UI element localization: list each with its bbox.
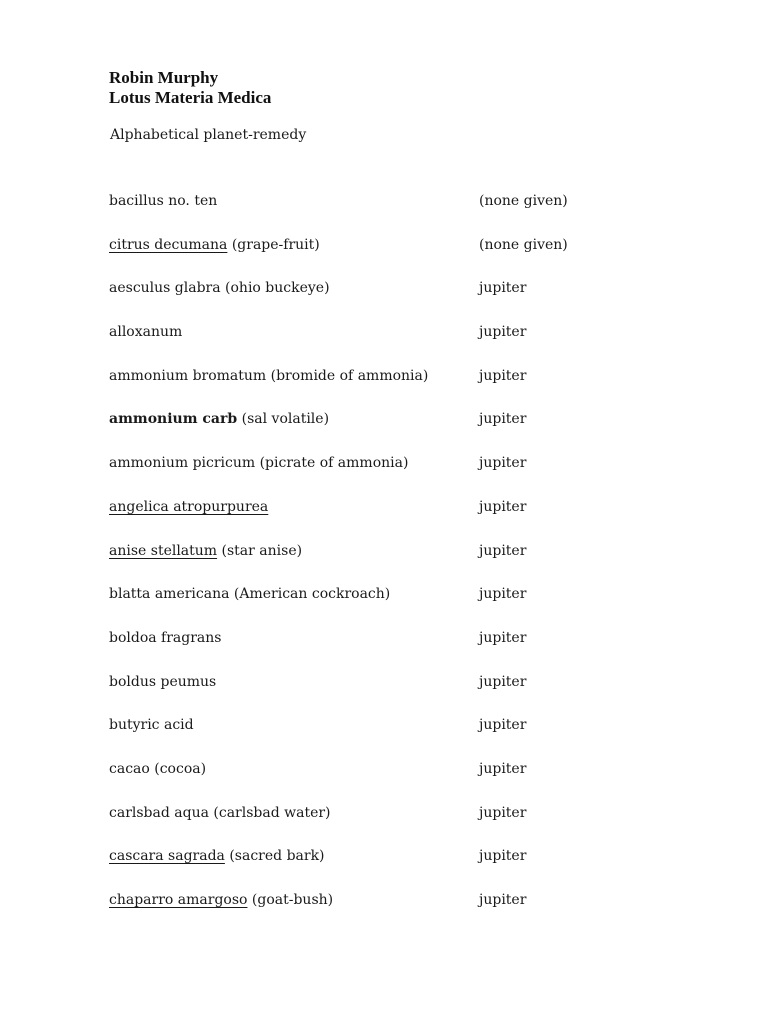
remedy-cell — [109, 324, 182, 340]
list-item — [109, 237, 709, 281]
remedy-name: boldoa fragrans — [109, 629, 222, 646]
planet-cell: jupiter — [479, 542, 527, 559]
remedy-name: cacao (cocoa) — [109, 760, 207, 777]
book-title: Lotus Materia Medica — [109, 88, 272, 107]
remedy-cell — [109, 193, 217, 209]
remedy-common-name: (star anise) — [217, 542, 303, 559]
remedy-cell — [109, 411, 329, 427]
remedy-cell — [109, 805, 331, 821]
planet-cell: jupiter — [479, 411, 527, 428]
remedy-cell — [109, 455, 408, 471]
remedy-common-name: (grape-fruit) — [227, 236, 320, 253]
list-item — [109, 761, 709, 805]
remedy-cell — [109, 674, 216, 690]
planet-cell: jupiter — [479, 324, 527, 341]
remedy-cell — [109, 717, 194, 733]
list-item — [109, 324, 709, 368]
remedy-name: ammonium picricum (picrate of ammonia) — [109, 455, 409, 472]
list-item — [109, 543, 709, 587]
author-name: Robin Murphy — [109, 68, 219, 87]
remedy-cell — [109, 630, 221, 646]
planet-cell: (none given) — [479, 193, 568, 209]
list-item — [109, 674, 709, 718]
remedy-cell — [109, 543, 302, 559]
remedy-name: blatta americana (American cockroach) — [109, 586, 391, 603]
remedy-cell — [109, 368, 428, 384]
list-item — [109, 892, 709, 936]
remedy-cell — [109, 761, 206, 777]
list-item — [109, 499, 709, 543]
planet-cell: jupiter — [479, 804, 527, 821]
remedy-cell — [109, 280, 330, 296]
remedy-name: butyric acid — [109, 717, 194, 734]
planet-cell: jupiter — [479, 498, 527, 515]
planet-cell: jupiter — [479, 673, 527, 690]
planet-cell: (none given) — [479, 236, 568, 253]
list-item — [109, 848, 709, 892]
remedy-name: carlsbad aqua (carlsbad water) — [109, 804, 331, 821]
remedy-cell — [109, 848, 325, 864]
list-item — [109, 586, 709, 630]
list-item — [109, 280, 709, 324]
remedy-cell — [109, 499, 268, 515]
remedy-name: aesculus glabra (ohio buckeye) — [109, 280, 330, 297]
remedy-planet-list — [109, 193, 709, 936]
remedy-name: citrus decumana — [109, 236, 228, 253]
planet-cell: jupiter — [479, 848, 527, 865]
remedy-name: bacillus no. ten — [109, 193, 218, 209]
list-item — [109, 805, 709, 849]
remedy-common-name: (sacred bark) — [224, 848, 325, 865]
remedy-cell — [109, 892, 333, 908]
document-subtitle: Alphabetical planet-remedy — [110, 127, 307, 143]
remedy-common-name: (sal volatile) — [237, 411, 330, 428]
planet-cell: jupiter — [479, 367, 527, 384]
list-item — [109, 717, 709, 761]
remedy-name: anise stellatum — [109, 542, 218, 559]
planet-cell: jupiter — [479, 280, 527, 297]
remedy-name: ammonium bromatum (bromide of ammonia) — [109, 367, 429, 384]
remedy-name: angelica atropurpurea — [109, 498, 269, 515]
remedy-name: boldus peumus — [109, 673, 217, 690]
list-item — [109, 411, 709, 455]
remedy-name: chaparro amargoso — [109, 892, 248, 908]
document-header — [109, 68, 271, 108]
planet-cell: jupiter — [479, 892, 527, 908]
planet-cell: jupiter — [479, 760, 527, 777]
list-item — [109, 455, 709, 499]
list-item — [109, 368, 709, 412]
remedy-cell — [109, 237, 320, 253]
planet-cell: jupiter — [479, 629, 527, 646]
remedy-name: alloxanum — [109, 324, 183, 341]
planet-cell: jupiter — [479, 455, 527, 472]
planet-cell: jupiter — [479, 717, 527, 734]
planet-cell: jupiter — [479, 586, 527, 603]
list-item — [109, 630, 709, 674]
remedy-name: cascara sagrada — [109, 848, 225, 865]
list-item — [109, 193, 709, 237]
remedy-name: ammonium carb — [109, 411, 238, 428]
remedy-cell — [109, 586, 390, 602]
remedy-common-name: (goat-bush) — [247, 892, 334, 908]
